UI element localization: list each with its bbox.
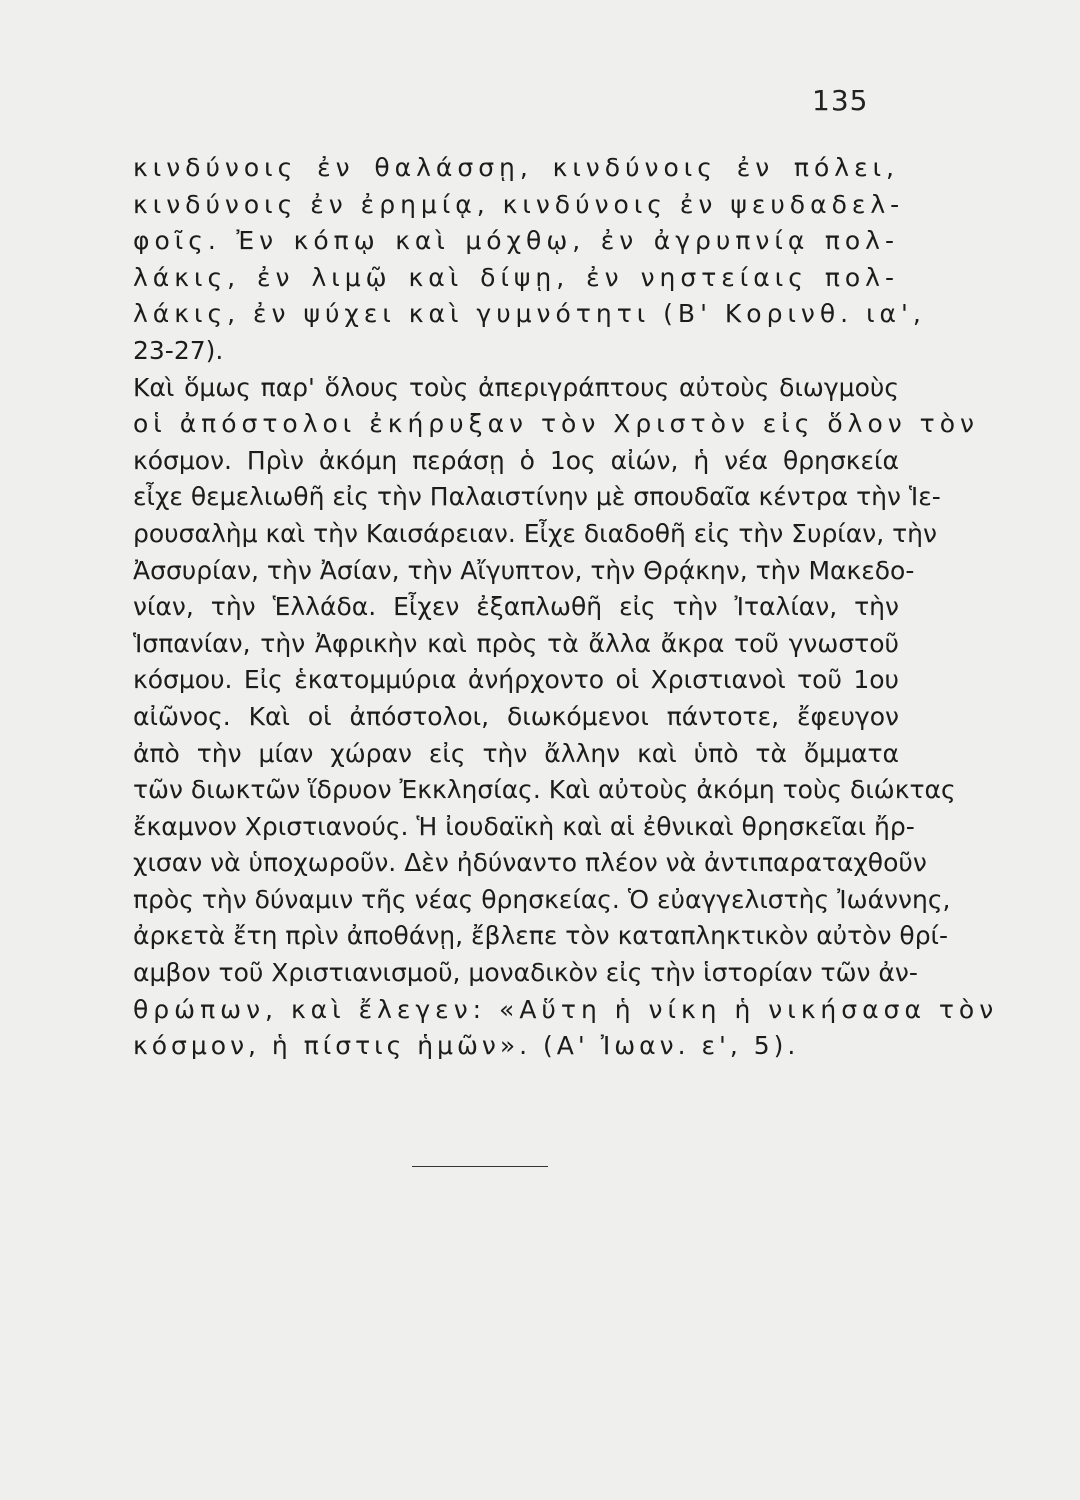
text-line: νίαν, τὴν Ἑλλάδα. Εἶχεν ἐξαπλωθῆ εἰς τὴν Ἰταλίαν, τὴν	[133, 592, 899, 622]
text-line: ἀρκετὰ ἔτη πρὶν ἀποθάνῃ, ἔβλεπε τὸν καταπληκτικὸν αὐτὸν θρί-	[133, 921, 949, 951]
text-line: φοῖς. Ἐν κόπῳ καὶ μόχθῳ, ἐν ἀγρυπνίᾳ πολ-	[133, 226, 899, 256]
text-line: τῶν διωκτῶν ἵδρυον Ἐκκλησίας. Καὶ αὐτοὺς ἀκόμη τοὺς διώκτας	[133, 775, 956, 805]
text-line: ἔκαμνον Χριστιανούς. Ἡ ἰουδαϊκὴ καὶ αἱ ἐθνικαὶ θρησκεῖαι ἤρ-	[133, 811, 915, 841]
text-line: κινδύνοις ἐν ἐρημίᾳ, κινδύνοις ἐν ψευδαδελ-	[133, 189, 905, 219]
text-line: αμβον τοῦ Χριστιανισμοῦ, μοναδικὸν εἰς τὴν ἱστορίαν τῶν ἀν-	[133, 958, 918, 988]
text-line: πρὸς τὴν δύναμιν τῆς νέας θρησκείας. Ὁ εὐαγγελιστὴς Ἰωάννης,	[133, 884, 951, 914]
text-line: Ἱσπανίαν, τὴν Ἀφρικὴν καὶ πρὸς τὰ ἄλλα ἄκρα τοῦ γνωστοῦ	[133, 628, 899, 658]
text-line: χισαν νὰ ὑποχωροῦν. Δὲν ἠδύναντο πλέον νὰ ἀντιπαραταχθοῦν	[133, 848, 927, 878]
text-line: 23-27).	[133, 335, 224, 365]
page-number: 135	[812, 84, 869, 117]
text-line: θρώπων, καὶ ἔλεγεν: «Αὕτη ἡ νίκη ἡ νικήσασα τὸν	[133, 994, 999, 1024]
text-line: λάκις, ἐν λιμῷ καὶ δίψῃ, ἐν νηστείαις πολ-	[133, 262, 899, 292]
text-line: Ἀσσυρίαν, τὴν Ἀσίαν, τὴν Αἴγυπτον, τὴν Θρᾴκην, τὴν Μακεδο-	[133, 555, 915, 585]
section-divider	[412, 1166, 548, 1167]
text-line: λάκις, ἐν ψύχει καὶ γυμνότητι (Β' Κορινθ. ια',	[133, 299, 926, 329]
text-line: ρουσαλὴμ καὶ τὴν Καισάρειαν. Εἶχε διαδοθῆ εἰς τὴν Συρίαν, τὴν	[133, 518, 937, 548]
text-line: ἀπὸ τὴν μίαν χώραν εἰς τὴν ἄλλην καὶ ὑπὸ τὰ ὄμματα	[133, 738, 899, 768]
text-line: κόσμον. Πρὶν ἀκόμη περάσῃ ὁ 1ος αἰών, ἡ νέα θρησκεία	[133, 445, 899, 475]
text-line: οἱ ἀπόστολοι ἐκήρυξαν τὸν Χριστὸν εἰς ὅλον τὸν	[133, 409, 979, 439]
text-line: κόσμον, ἡ πίστις ἡμῶν». (Α' Ἰωαν. ε', 5).	[133, 1031, 800, 1061]
text-line: εἶχε θεμελιωθῆ εἰς τὴν Παλαιστίνην μὲ σπουδαῖα κέντρα τὴν Ἱε-	[133, 482, 941, 512]
text-line: κόσμου. Εἰς ἑκατομμύρια ἀνήρχοντο οἱ Χριστιανοὶ τοῦ 1ου	[133, 665, 899, 695]
text-line: κινδύνοις ἐν θαλάσσῃ, κινδύνοις ἐν πόλει,	[133, 153, 899, 182]
paragraph-start-line: Καὶ ὅμως παρ' ὅλους τοὺς ἀπεριγράπτους αὐτοὺς διωγμοὺς	[133, 372, 899, 402]
body-text	[133, 150, 999, 1065]
text-line: αἰῶνος. Καὶ οἱ ἀπόστολοι, διωκόμενοι πάντοτε, ἔφευγον	[133, 701, 899, 731]
